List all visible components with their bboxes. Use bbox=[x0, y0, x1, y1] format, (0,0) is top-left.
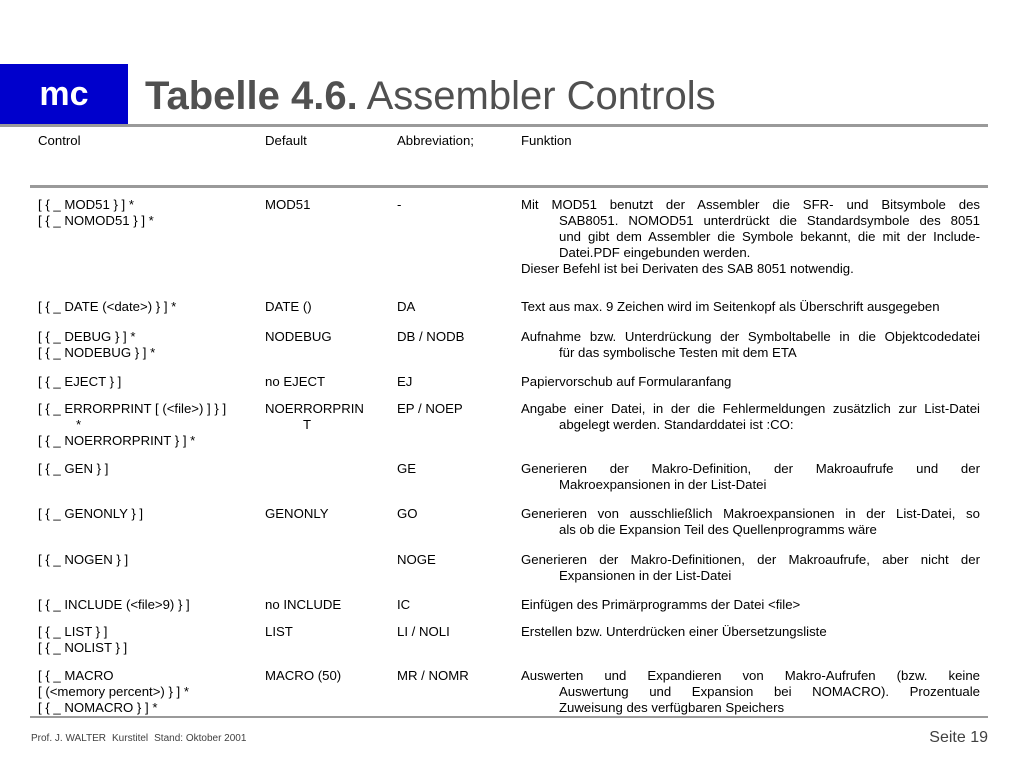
default-cell bbox=[265, 374, 397, 395]
table-row bbox=[38, 618, 980, 662]
default-cell bbox=[265, 197, 397, 293]
control-cell bbox=[38, 461, 265, 500]
funktion-cell-line: Auswertung und Expansion bei NOMACRO). Prozentuale bbox=[559, 684, 980, 699]
table-row bbox=[38, 546, 980, 591]
table-row bbox=[38, 191, 980, 293]
funktion-cell-line: abgelegt werden. Standarddatei ist :CO: bbox=[559, 417, 794, 432]
abbreviation-cell: EJ bbox=[397, 374, 413, 389]
funktion-cell-line: Expansionen in der List-Datei bbox=[559, 568, 732, 583]
abbreviation-cell: DA bbox=[397, 299, 416, 314]
control-cell-line: [ { _ DATE (<date>) } ] * bbox=[38, 299, 177, 314]
funktion-cell-line: Text aus max. 9 Zeichen wird im Seitenkopf als Überschrift ausgegeben bbox=[521, 299, 940, 314]
funktion-cell-line: und gibt dem Assembler die Symbole bekannt, die mit der Include- bbox=[559, 229, 980, 244]
control-cell-line: [ (<memory percent>) } ] * bbox=[38, 684, 189, 699]
control-cell-line: [ { _ GENONLY } ] bbox=[38, 506, 144, 521]
control-cell-line: [ { _ NODEBUG } ] * bbox=[38, 345, 156, 360]
control-cell-line: [ { _ NOMOD51 } ] * bbox=[38, 213, 154, 228]
abbreviation-cell: MR / NOMR bbox=[397, 668, 469, 683]
default-cell-line: DATE () bbox=[265, 299, 312, 314]
funktion-cell bbox=[521, 299, 980, 323]
abbreviation-cell: GO bbox=[397, 506, 418, 521]
funktion-cell-line: Dieser Befehl ist bei Derivaten des SAB 8051 notwendig. bbox=[521, 261, 854, 276]
funktion-cell-line: Einfügen des Primärprogramms der Datei <file> bbox=[521, 597, 801, 612]
default-cell bbox=[265, 299, 397, 323]
funktion-cell-line: Makroexpansionen in der List-Datei bbox=[559, 477, 767, 492]
control-cell-line: [ { _ ERRORPRINT [ (<file>) ] } ] bbox=[38, 401, 227, 416]
logo: mc bbox=[0, 64, 128, 124]
funktion-cell bbox=[521, 374, 980, 395]
default-cell-line: LIST bbox=[265, 624, 293, 639]
funktion-cell bbox=[521, 401, 980, 455]
table-row bbox=[38, 500, 980, 546]
table-header bbox=[38, 128, 980, 191]
default-cell-line: NODEBUG bbox=[265, 329, 332, 344]
abbreviation-cell: GE bbox=[397, 461, 417, 476]
control-cell-line: [ { _ MOD51 } ] * bbox=[38, 197, 135, 212]
header-default: Default bbox=[265, 133, 307, 148]
table-row bbox=[38, 323, 980, 368]
default-cell-line: no EJECT bbox=[265, 374, 326, 389]
control-cell bbox=[38, 197, 265, 293]
funktion-cell bbox=[521, 668, 980, 722]
default-cell-line: MOD51 bbox=[265, 197, 311, 212]
default-cell bbox=[265, 329, 397, 368]
abbreviation-cell: IC bbox=[397, 597, 411, 612]
abbreviation-cell: LI / NOLI bbox=[397, 624, 450, 639]
assembler-controls-table bbox=[38, 128, 980, 722]
funktion-cell-line: Mit MOD51 benutzt der Assembler die SFR- und Bitsymbole des bbox=[521, 197, 980, 212]
header-funktion: Funktion bbox=[521, 133, 572, 148]
abbreviation-cell: - bbox=[397, 197, 402, 212]
table-body bbox=[38, 191, 980, 722]
control-cell bbox=[38, 506, 265, 546]
control-cell bbox=[38, 299, 265, 323]
funktion-cell-line: Datei.PDF eingebunden werden. bbox=[559, 245, 751, 260]
default-cell bbox=[265, 668, 397, 722]
abbreviation-cell: NOGE bbox=[397, 552, 436, 567]
default-cell-line: MACRO (50) bbox=[265, 668, 342, 683]
control-cell-line: [ { _ NOERRORPRINT } ] * bbox=[38, 433, 196, 448]
funktion-cell bbox=[521, 461, 980, 500]
control-cell-line: [ { _ EJECT } ] bbox=[38, 374, 122, 389]
funktion-cell-line: als ob die Expansion Teil des Quellenprogramms wäre bbox=[559, 522, 877, 537]
funktion-cell-line: Erstellen bzw. Unterdrücken einer Übersetzungsliste bbox=[521, 624, 827, 639]
header-abbreviation: Abbreviation; bbox=[397, 133, 474, 148]
default-cell bbox=[265, 624, 397, 662]
funktion-cell-line: Zuweisung des verfügbaren Speichers bbox=[559, 700, 785, 715]
default-cell-line: no INCLUDE bbox=[265, 597, 342, 612]
table-row bbox=[38, 591, 980, 618]
funktion-cell-line: Generieren der Makro-Definitionen, der Makroaufrufe, aber nicht der bbox=[521, 552, 980, 567]
default-cell bbox=[265, 461, 397, 500]
control-cell-line: [ { _ DEBUG } ] * bbox=[38, 329, 136, 344]
control-cell bbox=[38, 374, 265, 395]
control-cell-line: [ { _ LIST } ] bbox=[38, 624, 108, 639]
table-row bbox=[38, 662, 980, 722]
funktion-cell bbox=[521, 597, 980, 618]
default-cell bbox=[265, 552, 397, 591]
control-cell bbox=[38, 597, 265, 618]
control-cell bbox=[38, 624, 265, 662]
funktion-cell bbox=[521, 506, 980, 546]
funktion-cell bbox=[521, 197, 980, 293]
footer-info bbox=[31, 733, 252, 744]
funktion-cell-line: Auswerten und Expandieren von Makro-Aufrufen (bzw. keine bbox=[521, 668, 980, 683]
page-title bbox=[145, 74, 716, 119]
default-cell-line: T bbox=[303, 417, 312, 432]
control-cell-line: [ { _ NOMACRO } ] * bbox=[38, 700, 158, 715]
control-cell-line: [ { _ NOGEN } ] bbox=[38, 552, 129, 567]
control-cell-line: [ { _ NOLIST } ] bbox=[38, 640, 128, 655]
bottom-divider bbox=[30, 716, 988, 718]
footer-author: Prof. J. WALTER bbox=[31, 733, 107, 744]
top-divider bbox=[0, 124, 988, 127]
funktion-cell-line: für das symbolische Testen mit dem ETA bbox=[559, 345, 797, 360]
table-row bbox=[38, 455, 980, 500]
control-cell-line: [ { _ INCLUDE (<file>9) } ] bbox=[38, 597, 190, 612]
funktion-cell bbox=[521, 624, 980, 662]
funktion-cell bbox=[521, 329, 980, 368]
table-row bbox=[38, 293, 980, 323]
control-cell-line: * bbox=[76, 417, 82, 432]
control-cell bbox=[38, 329, 265, 368]
footer-date: Stand: Oktober 2001 bbox=[154, 733, 247, 744]
default-cell bbox=[265, 401, 397, 455]
funktion-cell-line: Generieren der Makro-Definition, der Makroaufrufe und der bbox=[521, 461, 980, 476]
abbreviation-cell: EP / NOEP bbox=[397, 401, 463, 416]
abbreviation-cell: DB / NODB bbox=[397, 329, 465, 344]
control-cell-line: [ { _ GEN } ] bbox=[38, 461, 109, 476]
funktion-cell-line: SAB8051. NOMOD51 unterdrückt die Standardsymbole des 8051 bbox=[559, 213, 980, 228]
default-cell bbox=[265, 597, 397, 618]
control-cell bbox=[38, 552, 265, 591]
footer-course: Kurstitel bbox=[112, 733, 149, 744]
funktion-cell-line: Generieren von ausschließlich Makroexpansionen in der List-Datei, so bbox=[521, 506, 980, 521]
title-number: Tabelle 4.6. bbox=[145, 74, 358, 118]
default-cell-line: NOERRORPRIN bbox=[265, 401, 364, 416]
page-number: Seite 19 bbox=[929, 729, 988, 746]
table-row bbox=[38, 395, 980, 455]
funktion-cell-line: Aufnahme bzw. Unterdrückung der Symboltabelle in die Objektcodedatei bbox=[521, 329, 980, 344]
title-text: Assembler Controls bbox=[357, 74, 716, 118]
control-cell bbox=[38, 668, 265, 722]
funktion-cell-line: Papiervorschub auf Formularanfang bbox=[521, 374, 732, 389]
default-cell bbox=[265, 506, 397, 546]
funktion-cell-line: Angabe einer Datei, in der die Fehlermeldungen zusätzlich zur List-Datei bbox=[521, 401, 980, 416]
control-cell bbox=[38, 401, 265, 455]
control-cell-line: [ { _ MACRO bbox=[38, 668, 114, 683]
default-cell-line: GENONLY bbox=[265, 506, 329, 521]
funktion-cell bbox=[521, 552, 980, 591]
table-row bbox=[38, 368, 980, 395]
header-control: Control bbox=[38, 133, 81, 148]
